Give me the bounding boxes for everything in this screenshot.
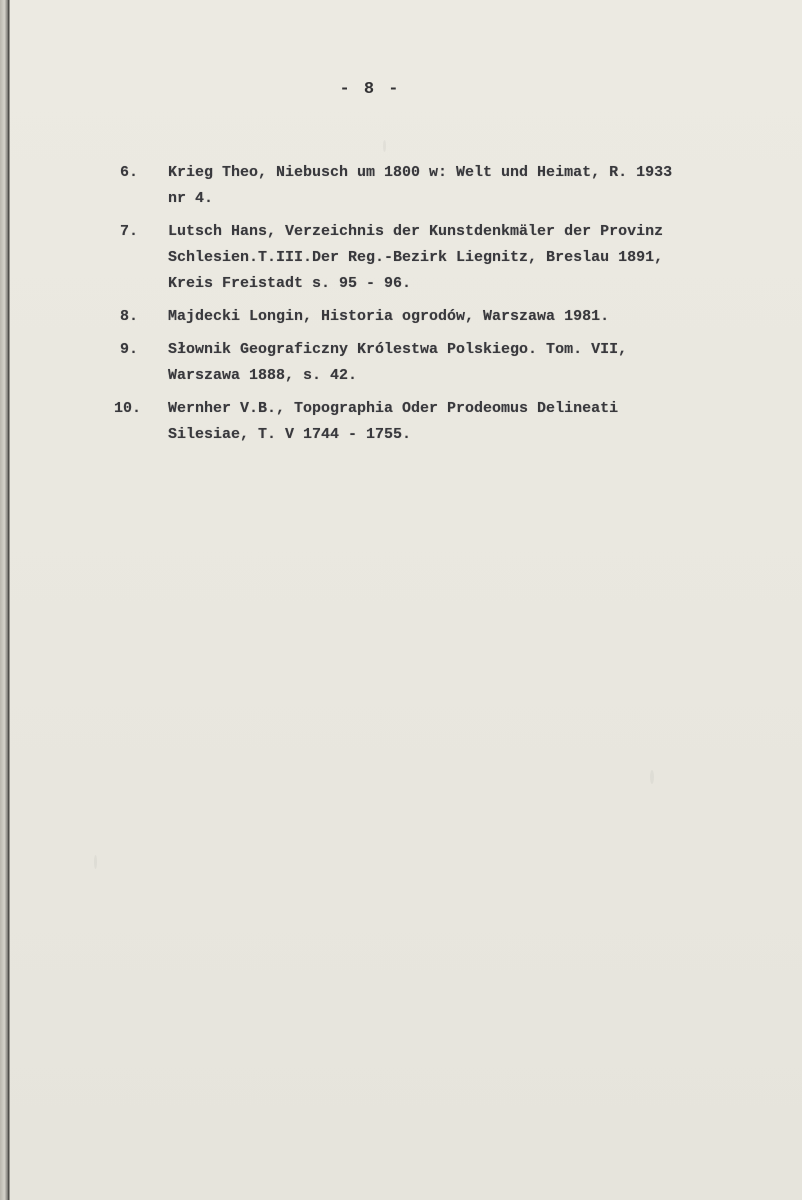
reference-text-line: Lutsch Hans, Verzeichnis der Kunstdenkmäler der Provinz (168, 223, 664, 240)
reference-item (120, 304, 780, 330)
reference-text-line: Wernher V.B., Topographia Oder Prodeomus Delineati (168, 400, 619, 417)
reference-number: 9. (120, 341, 139, 358)
reference-text-line: Schlesien.T.III.Der Reg.-Bezirk Liegnitz, Breslau 1891, (168, 249, 664, 266)
paper-mark (383, 140, 386, 152)
reference-item (120, 337, 780, 389)
reference-number: 10. (114, 400, 142, 417)
reference-number: 8. (120, 308, 139, 325)
page-number-header: - 8 - (339, 80, 401, 99)
reference-text-line: Kreis Freistadt s. 95 - 96. (168, 275, 412, 292)
paper-mark (650, 770, 654, 784)
reference-text-line: Krieg Theo, Niebusch um 1800 w: Welt und Heimat, R. 1933 (168, 164, 673, 181)
reference-number: 6. (120, 164, 139, 181)
reference-text-line: nr 4. (168, 190, 214, 207)
reference-text-line: Słownik Geograficzny Królestwa Polskiego. Tom. VII, (168, 341, 628, 358)
reference-item (120, 219, 780, 297)
reference-text-line: Silesiae, T. V 1744 - 1755. (168, 426, 412, 443)
reference-item (114, 396, 780, 448)
binding-edge (0, 0, 10, 1200)
paper-mark (94, 855, 97, 869)
reference-number: 7. (120, 223, 139, 240)
reference-text-line: Majdecki Longin, Historia ogrodów, Warszawa 1981. (168, 308, 610, 325)
reference-list (114, 160, 780, 455)
reference-text-line: Warszawa 1888, s. 42. (168, 367, 358, 384)
reference-item (120, 160, 780, 212)
